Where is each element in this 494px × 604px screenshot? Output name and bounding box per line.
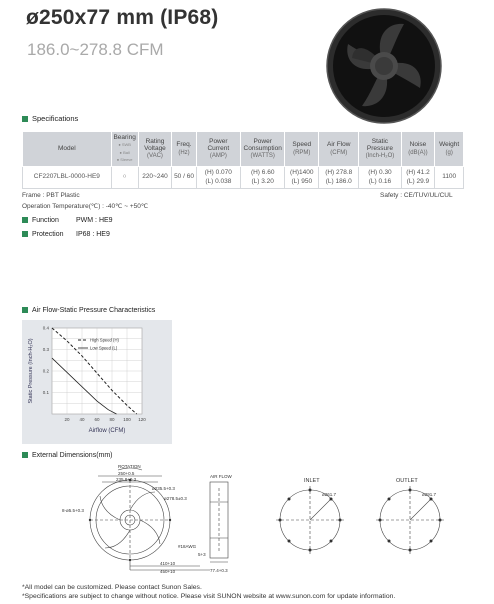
cell-voltage: 220~240 bbox=[138, 166, 172, 189]
inlet-dim: ø261.7 bbox=[322, 492, 337, 497]
cell-noise: (H) 41.2 (L) 29.9 bbox=[401, 166, 435, 189]
th-current: Power Current (AMP) bbox=[196, 132, 240, 167]
dim-450: 450+10 bbox=[160, 569, 176, 574]
outlet-dim: ø291.7 bbox=[422, 492, 437, 497]
cell-power: (H) 6.60 (L) 3.20 bbox=[241, 166, 285, 189]
footer-note-2: *Specifications are subject to change without notice. Please visit SUNON website at www.sunon.com for update information. bbox=[22, 593, 396, 600]
y-tick-label: 0.4 bbox=[42, 325, 49, 331]
page-title: ø250x77 mm (IP68) bbox=[26, 6, 219, 29]
dim-250: 250+0.5 bbox=[118, 471, 135, 476]
x-tick-label: 60 bbox=[94, 417, 100, 422]
x-tick-label: 80 bbox=[109, 417, 115, 422]
x-tick-label: 100 bbox=[123, 417, 131, 422]
outlet-label: OUTLET bbox=[396, 478, 418, 484]
cell-airflow: (H) 278.8 (L) 186.0 bbox=[319, 166, 359, 189]
dim-77-4: 77.4+0.3 bbox=[210, 568, 228, 573]
specifications-heading: Specifications bbox=[22, 114, 78, 123]
bullet-square-icon bbox=[22, 307, 28, 313]
cfm-range: 186.0~278.8 CFM bbox=[27, 40, 164, 59]
table-row bbox=[23, 166, 464, 189]
th-airflow: Air Flow (CFM) bbox=[319, 132, 359, 167]
operation-temp-text: Operation Temperature(℃) : -40℃ ~ +50℃ bbox=[22, 203, 149, 210]
dim-278-5: ø278.5±0.3 bbox=[164, 496, 187, 501]
bullet-square-icon bbox=[22, 116, 28, 122]
dim-235: 235.8+0.3 bbox=[116, 477, 137, 482]
external-dims-heading: External Dimensions(mm) bbox=[22, 452, 113, 459]
th-pressure: Static Pressure (Inch-H₂O) bbox=[359, 132, 401, 167]
rotation-label: ROTATION bbox=[118, 464, 141, 469]
dim-holes: 8-ø5.5+0.3 bbox=[62, 508, 84, 513]
function-row: Function PWM : HE9 bbox=[22, 217, 113, 224]
th-freq: Freq. (Hz) bbox=[172, 132, 196, 167]
cell-model: CF2207LBL-0000-HE9 bbox=[23, 166, 112, 189]
inlet-label: INLET bbox=[304, 478, 320, 484]
th-weight: Weight (g) bbox=[435, 132, 464, 167]
th-voltage: Rating Voltage (VAC) bbox=[138, 132, 172, 167]
dim-5: 5+3 bbox=[198, 552, 206, 557]
cell-weight: 1100 bbox=[435, 166, 464, 189]
th-power: Power Consumption (WATTS) bbox=[241, 132, 285, 167]
legend-label: High Speed (H) bbox=[90, 337, 119, 343]
legend-label: Low Speed (L) bbox=[90, 345, 118, 351]
airflow-label: AIR FLOW bbox=[210, 474, 232, 479]
cell-freq: 50 / 60 bbox=[172, 166, 196, 189]
th-speed: Speed (RPM) bbox=[285, 132, 319, 167]
footer-note-1: *All model can be customized. Please contact Sunon Sales. bbox=[22, 584, 202, 591]
bullet-square-icon bbox=[22, 217, 28, 223]
frame-text: Frame : PBT Plastic bbox=[22, 192, 80, 199]
cell-pressure: (H) 0.30 (L) 0.16 bbox=[359, 166, 401, 189]
x-tick-label: 40 bbox=[79, 417, 85, 422]
x-tick-label: 120 bbox=[138, 417, 146, 422]
external-dimensions-drawing bbox=[60, 462, 480, 574]
fan-image bbox=[324, 6, 444, 126]
airflow-chart-heading: Air Flow-Static Pressure Characteristics bbox=[22, 307, 155, 314]
y-tick-label: 0.2 bbox=[42, 368, 49, 374]
th-noise: Noise (dB(A)) bbox=[401, 132, 435, 167]
cell-bearing: ○ bbox=[111, 166, 138, 189]
dim-410: 410+10 bbox=[160, 561, 176, 566]
y-axis-label: Static Pressure (Inch-H₂O) bbox=[28, 338, 34, 404]
th-bearing: Bearing ● SWB ● Ball ● Sleeve bbox=[111, 132, 138, 167]
cell-current: (H) 0.070 (L) 0.038 bbox=[196, 166, 240, 189]
airflow-pressure-chart bbox=[22, 320, 172, 444]
x-axis-label: Airflow (CFM) bbox=[88, 428, 126, 434]
x-tick-label: 20 bbox=[64, 417, 70, 422]
y-tick-label: 0.3 bbox=[42, 347, 49, 352]
spec-table bbox=[22, 131, 464, 189]
safety-text: Safety : CE/TUV/UL/CUL bbox=[380, 192, 453, 199]
dim-awg: #18AWG bbox=[178, 544, 197, 549]
bullet-square-icon bbox=[22, 452, 28, 458]
th-model: Model bbox=[23, 132, 112, 167]
dim-235-5: ø235.5+0.3 bbox=[152, 486, 175, 491]
protection-row: Protection IP68 : HE9 bbox=[22, 231, 110, 238]
cell-speed: (H)1400 (L) 950 bbox=[285, 166, 319, 189]
bullet-square-icon bbox=[22, 231, 28, 237]
y-tick-label: 0.1 bbox=[42, 390, 49, 395]
